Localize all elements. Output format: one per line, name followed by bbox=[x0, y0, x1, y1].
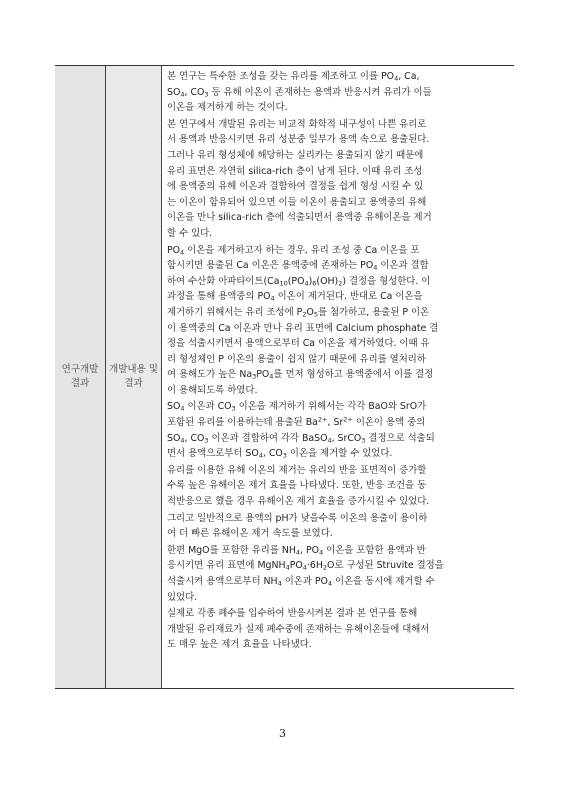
superscript: 2+ bbox=[317, 415, 328, 424]
text-line bbox=[167, 606, 511, 622]
text-run: ) 결정을 형성한다. 이 bbox=[342, 275, 431, 287]
text-line bbox=[167, 590, 511, 606]
text-run: 함시키면 용출된 Ca 이온은 용액중에 존재하는 PO bbox=[167, 260, 374, 272]
subscript: 5 bbox=[313, 310, 318, 319]
text-run: 면서 용액으로부터 SO bbox=[167, 448, 259, 460]
text-run: 이온을 만나 silica-rich 층에 석출되면서 용액중 유해이온을 제거 bbox=[167, 212, 432, 224]
text-run: 개발된 유리재료가 실제 폐수중에 존재하는 유해이온들에 대해서 bbox=[167, 623, 430, 635]
text-line bbox=[167, 574, 511, 590]
text-run: 포함된 유리를 이용하는데 용출된 Ba bbox=[167, 417, 318, 429]
text-line bbox=[167, 195, 511, 211]
text-line bbox=[167, 85, 511, 101]
text-run: 이온과 CO bbox=[184, 401, 232, 413]
text-run: 리 형성체인 P 이온의 용출이 쉽지 않기 때문에 유리를 열처리하 bbox=[167, 353, 426, 365]
subscript: 3 bbox=[282, 451, 287, 460]
text-line bbox=[167, 367, 511, 383]
text-run: 이온을 동시에 제거할 수 bbox=[332, 576, 435, 587]
text-run: 이온과 PO bbox=[281, 576, 328, 587]
text-run: O로 구성된 Struvite 결정을 bbox=[327, 560, 444, 572]
text-line bbox=[167, 543, 511, 559]
text-run: 석출시켜 용액으로부터 NH bbox=[167, 576, 278, 587]
text-line bbox=[167, 289, 511, 305]
superscript: 2+ bbox=[343, 415, 353, 424]
text-run: 를 첨가하고, 용출된 P 이온 bbox=[317, 306, 430, 318]
subscript: 2 bbox=[302, 310, 307, 319]
text-line bbox=[167, 258, 511, 274]
text-run: 그러나 유리 형성체에 해당하는 실리카는 용출되지 않기 때문에 bbox=[167, 149, 424, 161]
text-run: SO bbox=[167, 86, 181, 98]
paragraph bbox=[167, 511, 511, 542]
page-number: 3 bbox=[279, 727, 286, 740]
text-run: SO bbox=[167, 401, 181, 413]
text-run: , Ca, bbox=[398, 71, 420, 82]
text-line bbox=[167, 336, 511, 352]
subscript: 4 bbox=[258, 451, 263, 460]
text-run: 이온이 용액 중의 bbox=[352, 417, 426, 429]
subscript: 2 bbox=[338, 279, 343, 288]
text-run: 여 더 빠른 유해이온 제거 속도를 보였다. bbox=[167, 528, 333, 540]
text-run: ·6H bbox=[306, 560, 323, 572]
subscript: 3 bbox=[252, 372, 257, 381]
paragraph bbox=[167, 543, 511, 605]
text-run: 과정을 통해 용액중의 PO bbox=[167, 291, 271, 303]
subscript: 3 bbox=[204, 90, 209, 99]
text-line bbox=[167, 478, 511, 494]
text-line bbox=[167, 622, 511, 638]
subscript: 4 bbox=[302, 563, 307, 572]
results-table bbox=[55, 65, 514, 689]
text-run: 그리고 일반적으로 용액의 pH가 낮을수록 이온의 용출이 용이하 bbox=[167, 512, 428, 524]
subscript: 3 bbox=[231, 404, 236, 413]
subscript: 4 bbox=[394, 74, 399, 83]
row-header-main-label bbox=[62, 363, 99, 391]
text-line bbox=[167, 352, 511, 368]
text-run: 적반응으로 했을 경우 유해이온 제거 효율을 증가시킬 수 있었다. bbox=[167, 496, 430, 508]
text-run: ) bbox=[308, 275, 313, 287]
text-run: 이온을 포함한 용액과 반 bbox=[323, 544, 426, 556]
text-run: 이온과 결합하여 각각 BaSO bbox=[208, 432, 328, 444]
text-run: 이 용해되도록 하였다. bbox=[167, 384, 258, 396]
paragraph bbox=[167, 243, 511, 399]
text-line bbox=[167, 274, 511, 290]
text-line bbox=[167, 463, 511, 479]
text-run: 정을 석출시키면서 용액으로부터 Ca 이온을 제거하였다. 이때 유 bbox=[167, 338, 430, 350]
subscript: 4 bbox=[373, 263, 378, 272]
subscript: 4 bbox=[180, 436, 185, 445]
row-header-sub-line: 개발내용 및 bbox=[109, 364, 158, 375]
text-run: 여 용해도가 높은 Na bbox=[167, 369, 253, 381]
text-run: 수록 높은 유해이온 제거 효율을 나타냈다. 또한, 반응 조건을 동 bbox=[167, 480, 427, 492]
paragraph bbox=[167, 69, 511, 116]
text-run: 한편 MgO를 포함한 유리를 NH bbox=[167, 544, 296, 556]
text-run: 서 용액과 반응시키면 유리 성분중 일부가 용액 속으로 용출된다. bbox=[167, 134, 430, 146]
text-line bbox=[167, 179, 511, 195]
text-run: 이온을 제거할 수 있었다. bbox=[286, 448, 393, 460]
subscript: 4 bbox=[285, 563, 290, 572]
text-run: , PO bbox=[300, 544, 320, 556]
text-run: 응시키면 유리 표면에 MgNH bbox=[167, 560, 286, 572]
text-run: 등 유해 이온이 존재하는 용액과 반응시켜 유리가 이들 bbox=[208, 86, 432, 98]
subscript: 4 bbox=[180, 404, 185, 413]
text-line bbox=[167, 637, 511, 653]
text-run: SO bbox=[167, 432, 181, 444]
text-run: PO bbox=[256, 369, 270, 381]
text-run: PO bbox=[167, 244, 181, 256]
text-run: 유리 표면은 자연히 silica-rich 층이 남게 된다. 이때 유리 조성 bbox=[167, 165, 423, 177]
subscript: 4 bbox=[277, 579, 282, 588]
subscript: 4 bbox=[269, 372, 274, 381]
subscript: 4 bbox=[270, 294, 275, 303]
text-run: 는 이온이 함유되어 있으면 이들 이온이 용출되고 용액중의 유해 bbox=[167, 196, 427, 208]
text-run: 할 수 있다. bbox=[167, 227, 213, 239]
text-run: , CO bbox=[184, 432, 205, 444]
text-line bbox=[167, 321, 511, 337]
subscript: 2 bbox=[322, 563, 328, 572]
text-run: , SrCO bbox=[331, 432, 362, 444]
text-run: 이온을 제거하고자 하는 경우, 유리 조성 중 Ca 이온을 포 bbox=[184, 244, 420, 256]
text-line bbox=[167, 69, 511, 85]
text-run: 이온과 결합 bbox=[377, 260, 429, 272]
text-run: 실제로 각종 폐수를 입수하여 반응시켜본 결과 본 연구를 통해 bbox=[167, 608, 418, 620]
row-header-main bbox=[55, 66, 106, 688]
text-run: 에 용액중의 유해 이온과 결합하여 결정을 쉽게 형성 시킬 수 있 bbox=[167, 181, 424, 193]
text-line bbox=[167, 164, 511, 180]
subscript: 4 bbox=[180, 248, 185, 257]
subscript: 4 bbox=[180, 90, 185, 99]
text-run: 있었다. bbox=[167, 591, 198, 603]
subscript: 10 bbox=[279, 279, 288, 288]
text-line bbox=[167, 494, 511, 510]
row-header-sub-line: 결과 bbox=[124, 378, 143, 389]
subscript: 4 bbox=[327, 579, 333, 588]
text-line bbox=[167, 210, 511, 226]
paragraph bbox=[167, 117, 511, 242]
text-run: O bbox=[306, 306, 314, 318]
text-line bbox=[167, 132, 511, 148]
paragraph bbox=[167, 463, 511, 510]
text-run: PO bbox=[289, 560, 303, 572]
text-line bbox=[167, 399, 511, 415]
text-run: 하여 수산화 아파타이트(Ca bbox=[167, 275, 280, 287]
text-run: 유리를 이용한 유해 이온의 제거는 유리의 반응 표면적이 증가할 bbox=[167, 464, 427, 476]
text-line bbox=[167, 305, 511, 321]
subscript: 6 bbox=[312, 279, 317, 288]
subscript: 4 bbox=[327, 436, 332, 445]
subscript: 3 bbox=[361, 436, 366, 445]
row-header-main-line: 연구개발 bbox=[61, 364, 99, 375]
text-line bbox=[167, 431, 511, 447]
row-header-sub-label bbox=[109, 363, 158, 391]
text-run: 본 연구에서 개발된 유리는 비교적 화학적 내구성이 나쁜 유리로 bbox=[167, 118, 427, 130]
text-run: 제거하기 위해서는 유리 조성에 P bbox=[167, 306, 303, 318]
row-header-main-line: 결과 bbox=[70, 378, 90, 389]
text-run: (PO bbox=[287, 275, 305, 287]
text-run: , CO bbox=[262, 448, 283, 460]
subscript: 4 bbox=[304, 279, 309, 288]
subscript: 4 bbox=[319, 548, 324, 557]
text-line bbox=[167, 526, 511, 542]
text-run: 이온이 제거된다. 반대로 Ca 이온을 bbox=[274, 291, 423, 303]
text-run: 이 용액중의 Ca 이온과 만나 유리 표면에 Calcium phosphate 결 bbox=[167, 322, 439, 334]
text-run: , CO bbox=[184, 86, 205, 98]
text-run: 이온을 제거하기 위해서는 각각 BaO와 SrO가 bbox=[235, 401, 427, 413]
text-line bbox=[167, 148, 511, 164]
text-run: 를 먼저 형성하고 용액중에서 이를 결정 bbox=[273, 369, 434, 381]
text-line bbox=[167, 415, 511, 431]
text-line bbox=[167, 446, 511, 462]
text-run: 이온을 제거하게 하는 것이다. bbox=[167, 102, 288, 114]
text-line bbox=[167, 100, 511, 116]
row-header-sub bbox=[106, 66, 162, 688]
paragraph bbox=[167, 606, 511, 653]
content-cell bbox=[167, 69, 511, 654]
subscript: 3 bbox=[204, 436, 209, 445]
text-run: 본 연구는 특수한 조성을 갖는 유리를 제조하고 이를 PO bbox=[167, 71, 395, 82]
text-line bbox=[167, 383, 511, 399]
text-line bbox=[167, 243, 511, 259]
text-run: 결정으로 석출되 bbox=[365, 432, 435, 444]
text-line bbox=[167, 558, 511, 574]
text-run: 도 매우 높은 제거 효율을 나타냈다. bbox=[167, 639, 312, 651]
paragraph bbox=[167, 399, 511, 461]
text-line bbox=[167, 226, 511, 242]
text-line bbox=[167, 117, 511, 133]
text-line bbox=[167, 511, 511, 527]
text-run: (OH) bbox=[316, 275, 339, 287]
text-run: , Sr bbox=[327, 417, 344, 429]
subscript: 4 bbox=[295, 548, 301, 557]
